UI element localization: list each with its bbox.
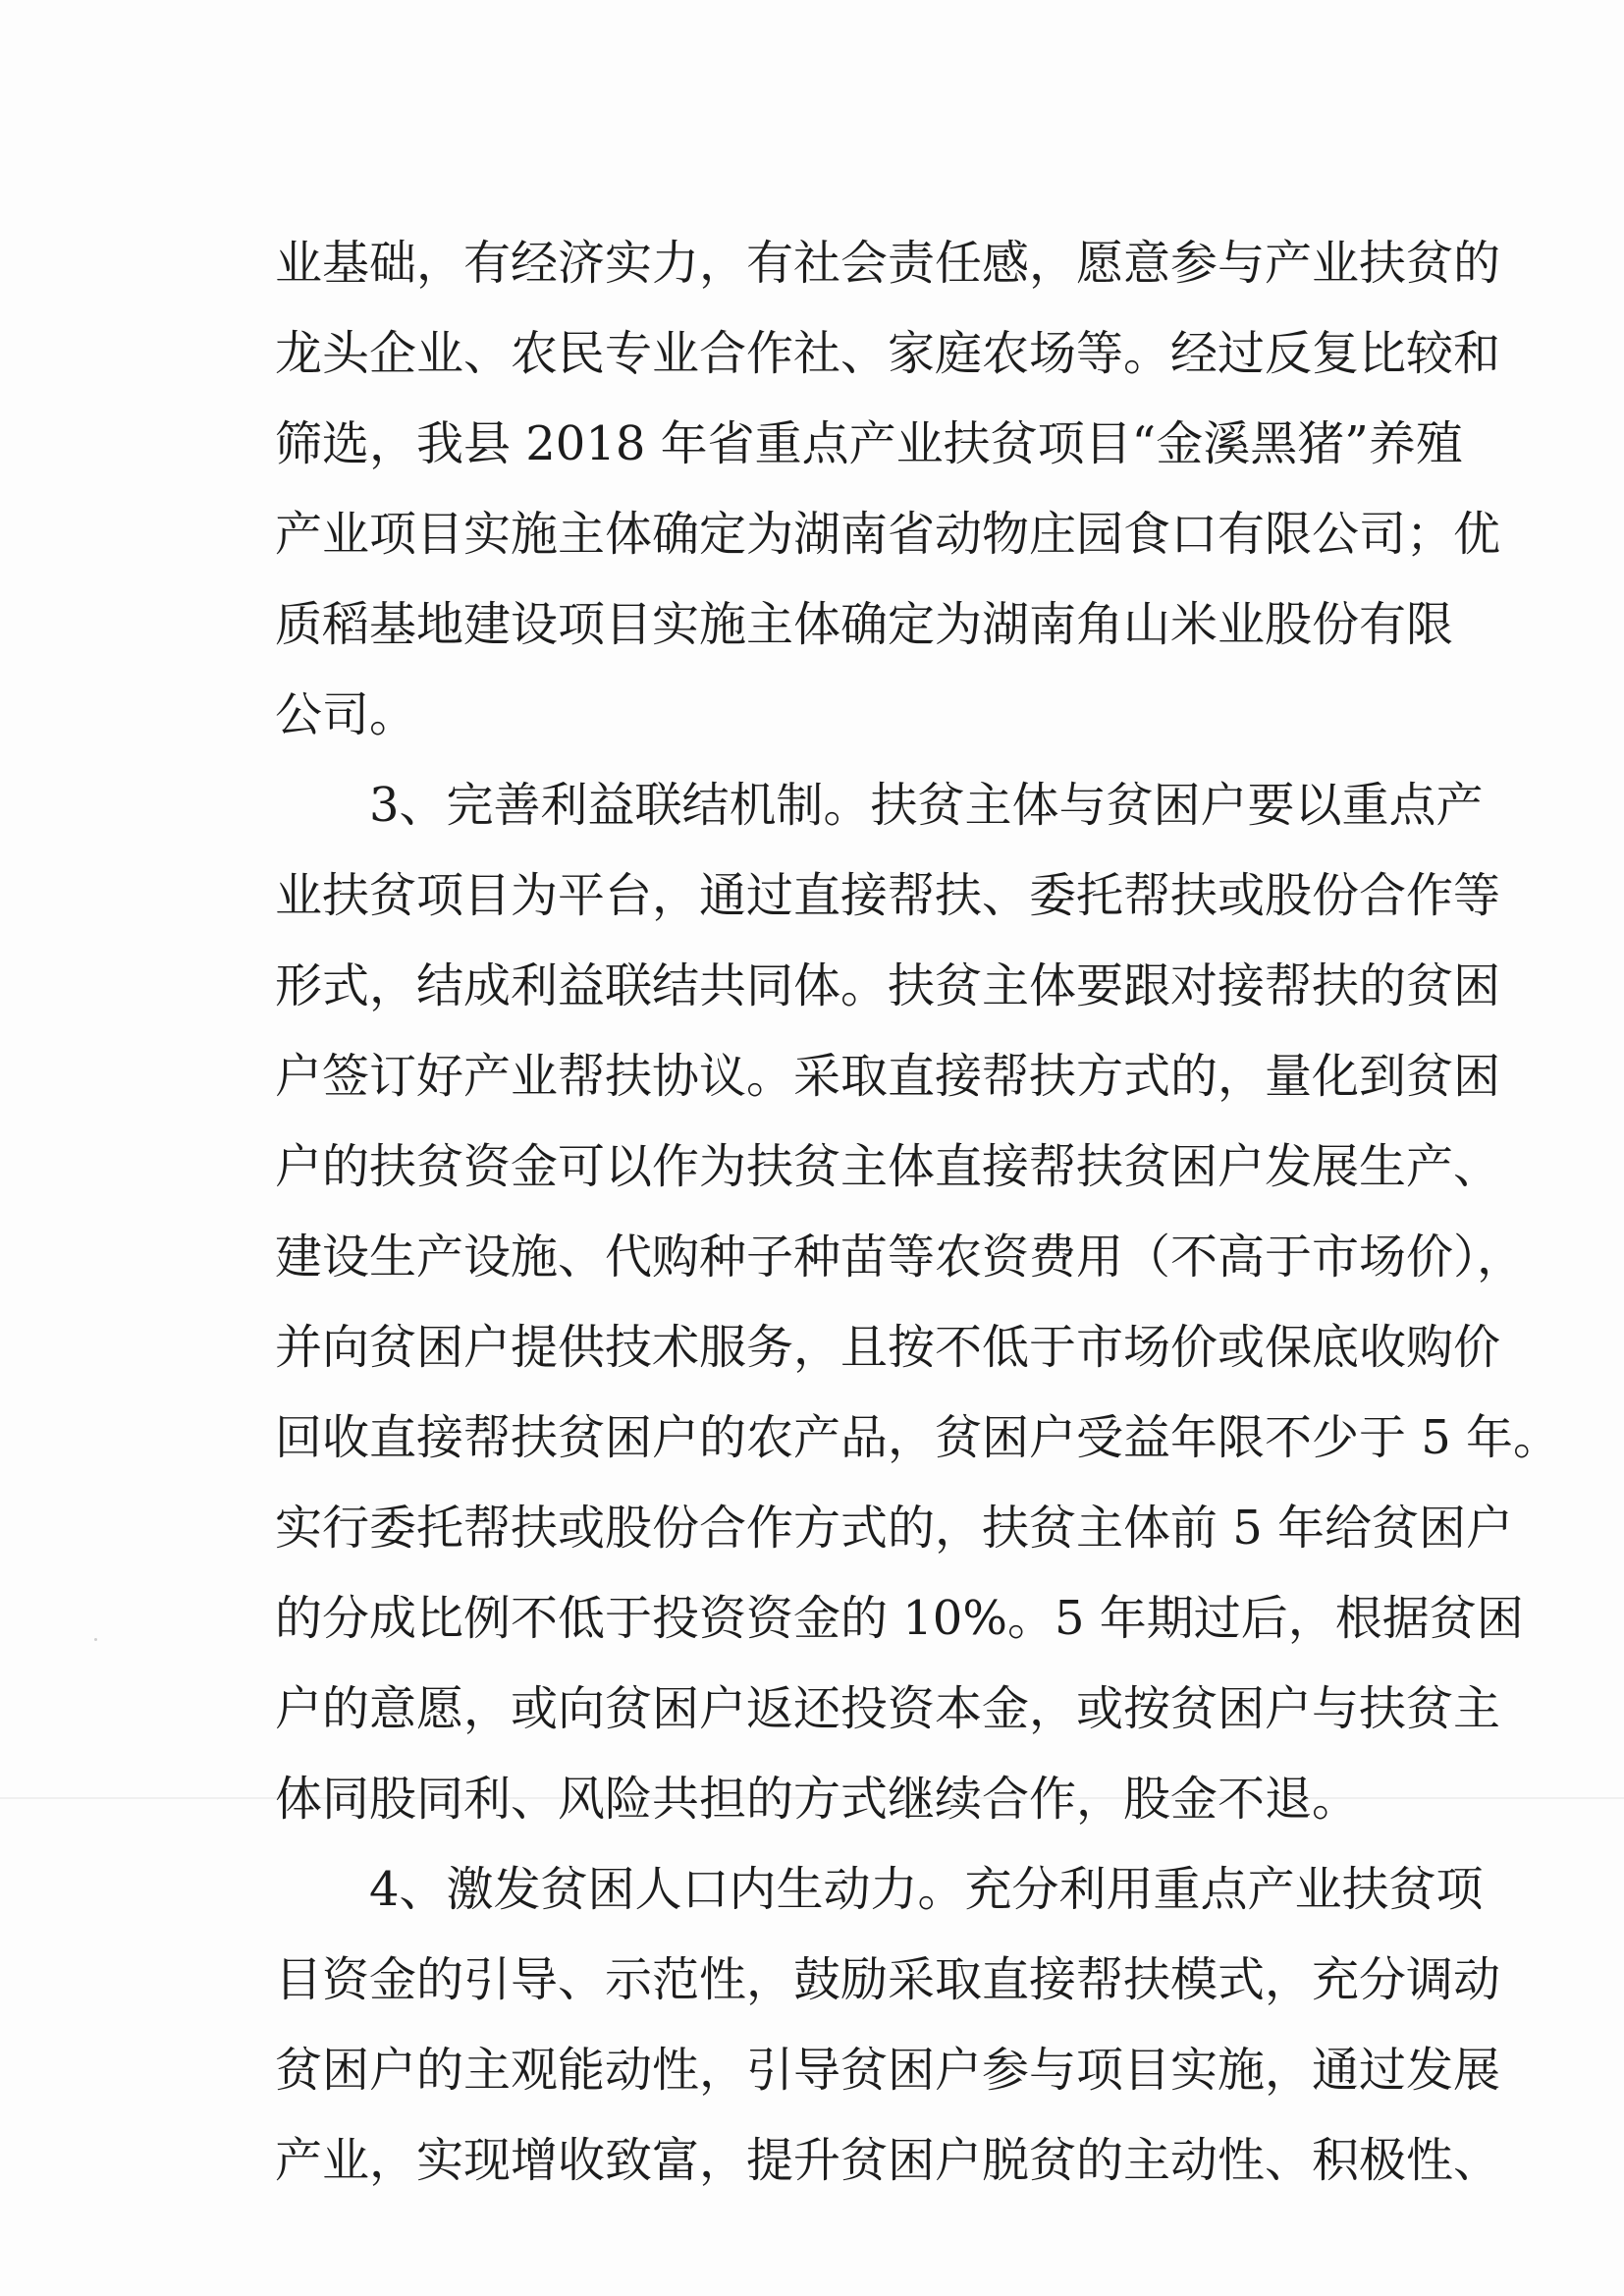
text-line: 目资金的引导、示范性，鼓励采取直接帮扶模式，充分调动 [275,1952,1501,2007]
paragraph-first-line: 4、激发贫困人口内生动力。充分利用重点产业扶贫项 [369,1862,1484,1917]
text-line: 体同股同利、风险共担的方式继续合作，股金不退。 [275,1772,1360,1827]
text-line: 的分成比例不低于投资资金的 10%。5 年期过后，根据贫困 [275,1591,1524,1646]
text-line: 公司。 [275,687,417,742]
text-line: 实行委托帮扶或股份合作方式的，扶贫主体前 5 年给贫困户 [275,1501,1514,1556]
scan-speck [94,1638,97,1641]
text-line: 龙头企业、农民专业合作社、家庭农场等。经过反复比较和 [275,326,1501,381]
text-line: 建设生产设施、代购种子种苗等农资费用（不高于市场价）， [275,1230,1525,1285]
text-line: 质稻基地建设项目实施主体确定为湖南角山米业股份有限 [275,597,1454,652]
text-line: 筛选，我县 2018 年省重点产业扶贫项目“金溪黑猪”养殖 [275,416,1463,471]
text-line: 并向贫困户提供技术服务，且按不低于市场价或保底收购价 [275,1320,1501,1375]
text-line: 形式，结成利益联结共同体。扶贫主体要跟对接帮扶的贫困 [275,958,1501,1013]
text-line: 产业，实现增收致富，提升贫困户脱贫的主动性、积极性、 [275,2133,1501,2188]
text-line: 业基础，有经济实力，有社会责任感，愿意参与产业扶贫的 [275,236,1501,291]
text-line: 户签订好产业帮扶协议。采取直接帮扶方式的，量化到贫困 [275,1049,1501,1104]
text-line: 业扶贫项目为平台，通过直接帮扶、委托帮扶或股份合作等 [275,868,1501,923]
text-line: 户的意愿，或向贫困户返还投资本金，或按贫困户与扶贫主 [275,1681,1501,1736]
paragraph-first-line: 3、完善利益联结机制。扶贫主体与贫困户要以重点产 [369,778,1484,833]
document-body [275,218,1561,2206]
text-line: 贫困户的主观能动性，引导贫困户参与项目实施，通过发展 [275,2043,1501,2098]
text-line: 产业项目实施主体确定为湖南省动物庄园食口有限公司；优 [275,507,1501,562]
text-line: 户的扶贫资金可以作为扶贫主体直接帮扶贫困户发展生产、 [275,1139,1501,1194]
text-line: 回收直接帮扶贫困户的农产品，贫困户受益年限不少于 5 年。 [275,1410,1561,1465]
